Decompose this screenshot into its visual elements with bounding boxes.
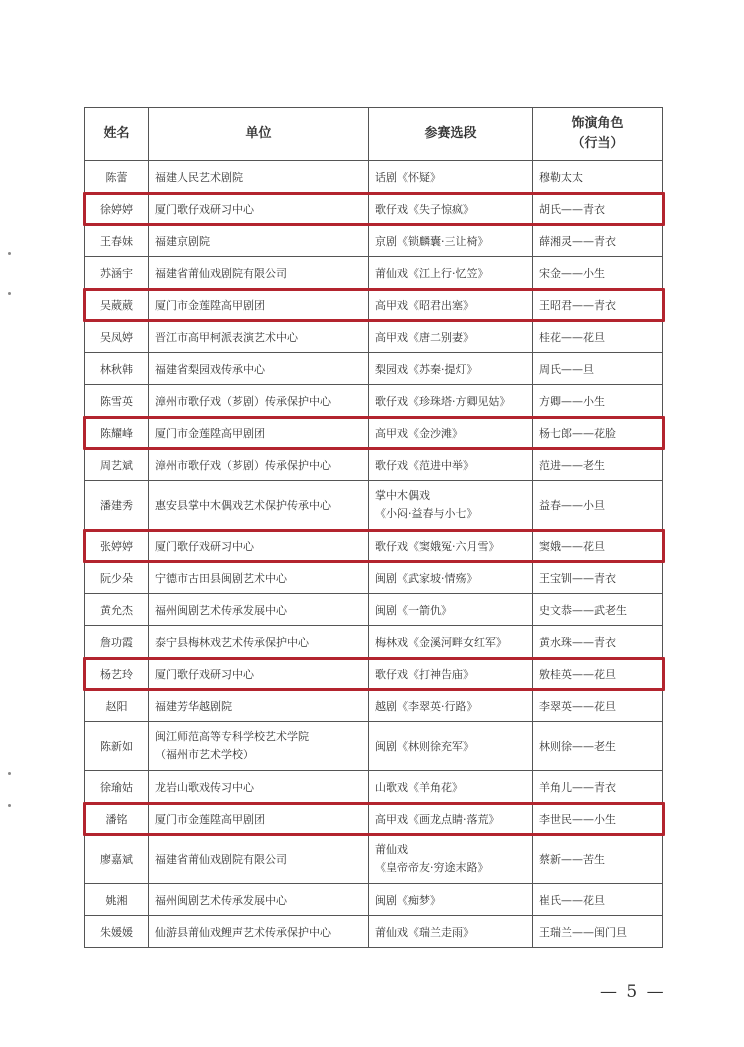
cell-role: 益春——小旦 xyxy=(533,481,663,530)
cell-name: 陈雪英 xyxy=(85,385,149,417)
cell-name: 朱媛媛 xyxy=(85,916,149,948)
table-row xyxy=(85,385,663,417)
scan-speck xyxy=(8,292,11,295)
cell-name: 陈蕾 xyxy=(85,161,149,193)
table-row xyxy=(85,916,663,948)
cell-role: 蔡新——苦生 xyxy=(533,835,663,884)
cell-excerpt: 越剧《李翠英·行路》 xyxy=(369,690,533,722)
cell-unit-line1: 闽江师范高等专科学校艺术学院 xyxy=(155,730,309,743)
cell-name: 廖嘉斌 xyxy=(85,835,149,884)
cell-role: 薛湘灵——青衣 xyxy=(533,225,663,257)
table-row xyxy=(85,835,663,884)
cell-unit: 福州闽剧艺术传承发展中心 xyxy=(149,594,369,626)
table-row xyxy=(85,161,663,193)
cell-unit: 仙游县莆仙戏鲤声艺术传承保护中心 xyxy=(149,916,369,948)
cell-unit: 福州闽剧艺术传承发展中心 xyxy=(149,884,369,916)
table-row xyxy=(85,722,663,771)
cell-role: 崔氏——花旦 xyxy=(533,884,663,916)
cell-role: 敫桂英——花旦 xyxy=(533,658,663,690)
cell-role: 史文恭——武老生 xyxy=(533,594,663,626)
cell-unit: 泰宁县梅林戏艺术传承保护中心 xyxy=(149,626,369,658)
table-row xyxy=(85,658,663,690)
cell-role: 王瑞兰——闺门旦 xyxy=(533,916,663,948)
header-name: 姓名 xyxy=(85,108,149,161)
table-row xyxy=(85,321,663,353)
table-row xyxy=(85,257,663,289)
cell-role: 桂花——花旦 xyxy=(533,321,663,353)
cell-unit: 厦门歌仔戏研习中心 xyxy=(149,193,369,225)
cell-name: 姚湘 xyxy=(85,884,149,916)
cell-role: 范进——老生 xyxy=(533,449,663,481)
cell-role: 王昭君——青衣 xyxy=(533,289,663,321)
cell-unit: 厦门市金莲陞高甲剧团 xyxy=(149,417,369,449)
cell-unit: 晋江市高甲柯派表演艺术中心 xyxy=(149,321,369,353)
cell-excerpt: 梨园戏《苏秦·提灯》 xyxy=(369,353,533,385)
table-row xyxy=(85,626,663,658)
cell-name: 苏涵宇 xyxy=(85,257,149,289)
cell-name: 周艺斌 xyxy=(85,449,149,481)
cell-role: 林则徐——老生 xyxy=(533,722,663,771)
cell-name: 徐瑜姑 xyxy=(85,771,149,803)
cell-role: 方卿——小生 xyxy=(533,385,663,417)
cell-excerpt: 闽剧《武家坡·情殇》 xyxy=(369,562,533,594)
cell-excerpt: 歌仔戏《失子惊疯》 xyxy=(369,193,533,225)
table-row xyxy=(85,193,663,225)
cell-name: 黄允杰 xyxy=(85,594,149,626)
table-row xyxy=(85,594,663,626)
cell-unit: 厦门市金莲陞高甲剧团 xyxy=(149,289,369,321)
table-body xyxy=(85,161,663,948)
cell-role: 窦娥——花旦 xyxy=(533,530,663,562)
cell-unit-line2: （福州市艺术学校） xyxy=(155,748,254,761)
cell-excerpt-line1: 掌中木偶戏 xyxy=(375,489,430,502)
cell-unit: 厦门歌仔戏研习中心 xyxy=(149,658,369,690)
cell-role: 李世民——小生 xyxy=(533,803,663,835)
cell-unit: 福建人民艺术剧院 xyxy=(149,161,369,193)
cell-role: 王宝钏——青衣 xyxy=(533,562,663,594)
cell-excerpt: 歌仔戏《珍珠塔·方卿见姑》 xyxy=(369,385,533,417)
cell-role: 黄水珠——青衣 xyxy=(533,626,663,658)
cell-name: 吴葳葳 xyxy=(85,289,149,321)
cell-name: 潘铭 xyxy=(85,803,149,835)
cell-name: 陈新如 xyxy=(85,722,149,771)
cell-excerpt: 高甲戏《金沙滩》 xyxy=(369,417,533,449)
cell-excerpt-line2: 《皇帝帝友·穷途末路》 xyxy=(375,861,489,874)
table-row xyxy=(85,884,663,916)
cell-unit xyxy=(149,722,369,771)
scan-speck xyxy=(8,804,11,807)
cell-unit: 福建省莆仙戏剧院有限公司 xyxy=(149,835,369,884)
cell-excerpt: 高甲戏《画龙点睛·落荒》 xyxy=(369,803,533,835)
cell-name: 王春妹 xyxy=(85,225,149,257)
cell-excerpt: 闽剧《林则徐充军》 xyxy=(369,722,533,771)
cell-unit: 福建省莆仙戏剧院有限公司 xyxy=(149,257,369,289)
cell-excerpt: 莆仙戏《江上行·忆笠》 xyxy=(369,257,533,289)
table-row xyxy=(85,353,663,385)
cell-excerpt: 京剧《锁麟囊·三让椅》 xyxy=(369,225,533,257)
page-number: — 5 — xyxy=(600,982,666,1002)
cell-excerpt-line1: 莆仙戏 xyxy=(375,843,408,856)
cell-role: 周氏——旦 xyxy=(533,353,663,385)
table-row xyxy=(85,225,663,257)
cell-role: 宋金——小生 xyxy=(533,257,663,289)
cell-excerpt xyxy=(369,835,533,884)
cell-name: 张婷婷 xyxy=(85,530,149,562)
cell-name: 詹功霞 xyxy=(85,626,149,658)
table-row xyxy=(85,530,663,562)
table-row xyxy=(85,289,663,321)
scan-speck xyxy=(8,772,11,775)
header-role xyxy=(533,108,663,161)
cell-role: 胡氏——青衣 xyxy=(533,193,663,225)
table-header-row xyxy=(85,108,663,161)
table-row xyxy=(85,417,663,449)
cell-role: 杨七郎——花脸 xyxy=(533,417,663,449)
header-role-label: 饰演角色 xyxy=(571,116,624,131)
cell-role: 羊角儿——青衣 xyxy=(533,771,663,803)
cell-name: 陈耀峰 xyxy=(85,417,149,449)
cell-unit: 龙岩山歌戏传习中心 xyxy=(149,771,369,803)
cell-excerpt: 歌仔戏《范进中举》 xyxy=(369,449,533,481)
cell-excerpt: 高甲戏《唐二别妻》 xyxy=(369,321,533,353)
scan-speck xyxy=(8,252,11,255)
cell-excerpt xyxy=(369,481,533,530)
cell-unit: 漳州市歌仔戏（芗剧）传承保护中心 xyxy=(149,449,369,481)
header-unit: 单位 xyxy=(149,108,369,161)
table-row xyxy=(85,771,663,803)
cell-unit: 漳州市歌仔戏（芗剧）传承保护中心 xyxy=(149,385,369,417)
cell-name: 阮少朵 xyxy=(85,562,149,594)
cell-name: 潘建秀 xyxy=(85,481,149,530)
cell-excerpt: 莆仙戏《瑞兰走雨》 xyxy=(369,916,533,948)
cell-unit: 厦门歌仔戏研习中心 xyxy=(149,530,369,562)
header-excerpt: 参赛选段 xyxy=(369,108,533,161)
cell-name: 赵阳 xyxy=(85,690,149,722)
table-row xyxy=(85,562,663,594)
cell-excerpt: 山歌戏《羊角花》 xyxy=(369,771,533,803)
cell-excerpt: 歌仔戏《打神告庙》 xyxy=(369,658,533,690)
cell-name: 林秋韩 xyxy=(85,353,149,385)
cell-name: 徐婷婷 xyxy=(85,193,149,225)
table-row xyxy=(85,803,663,835)
cell-unit: 惠安县掌中木偶戏艺术保护传承中心 xyxy=(149,481,369,530)
cell-excerpt-line2: 《小闷·益春与小七》 xyxy=(375,507,478,520)
cell-excerpt: 闽剧《痴梦》 xyxy=(369,884,533,916)
cell-role: 李翠英——花旦 xyxy=(533,690,663,722)
performers-table xyxy=(84,107,663,948)
cell-role: 穆勒太太 xyxy=(533,161,663,193)
table-row xyxy=(85,449,663,481)
cell-excerpt: 歌仔戏《窦娥冤·六月雪》 xyxy=(369,530,533,562)
cell-excerpt: 梅林戏《金溪河畔女红军》 xyxy=(369,626,533,658)
table-row xyxy=(85,481,663,530)
cell-excerpt: 高甲戏《昭君出塞》 xyxy=(369,289,533,321)
header-role-sub: （行当） xyxy=(571,136,624,151)
cell-unit: 宁德市古田县闽剧艺术中心 xyxy=(149,562,369,594)
cell-name: 杨艺玲 xyxy=(85,658,149,690)
cell-name: 吴凤婷 xyxy=(85,321,149,353)
cell-unit: 厦门市金莲陞高甲剧团 xyxy=(149,803,369,835)
cell-unit: 福建京剧院 xyxy=(149,225,369,257)
cell-unit: 福建芳华越剧院 xyxy=(149,690,369,722)
cell-excerpt: 闽剧《一箭仇》 xyxy=(369,594,533,626)
cell-excerpt: 话剧《怀疑》 xyxy=(369,161,533,193)
table-row xyxy=(85,690,663,722)
cell-unit: 福建省梨园戏传承中心 xyxy=(149,353,369,385)
